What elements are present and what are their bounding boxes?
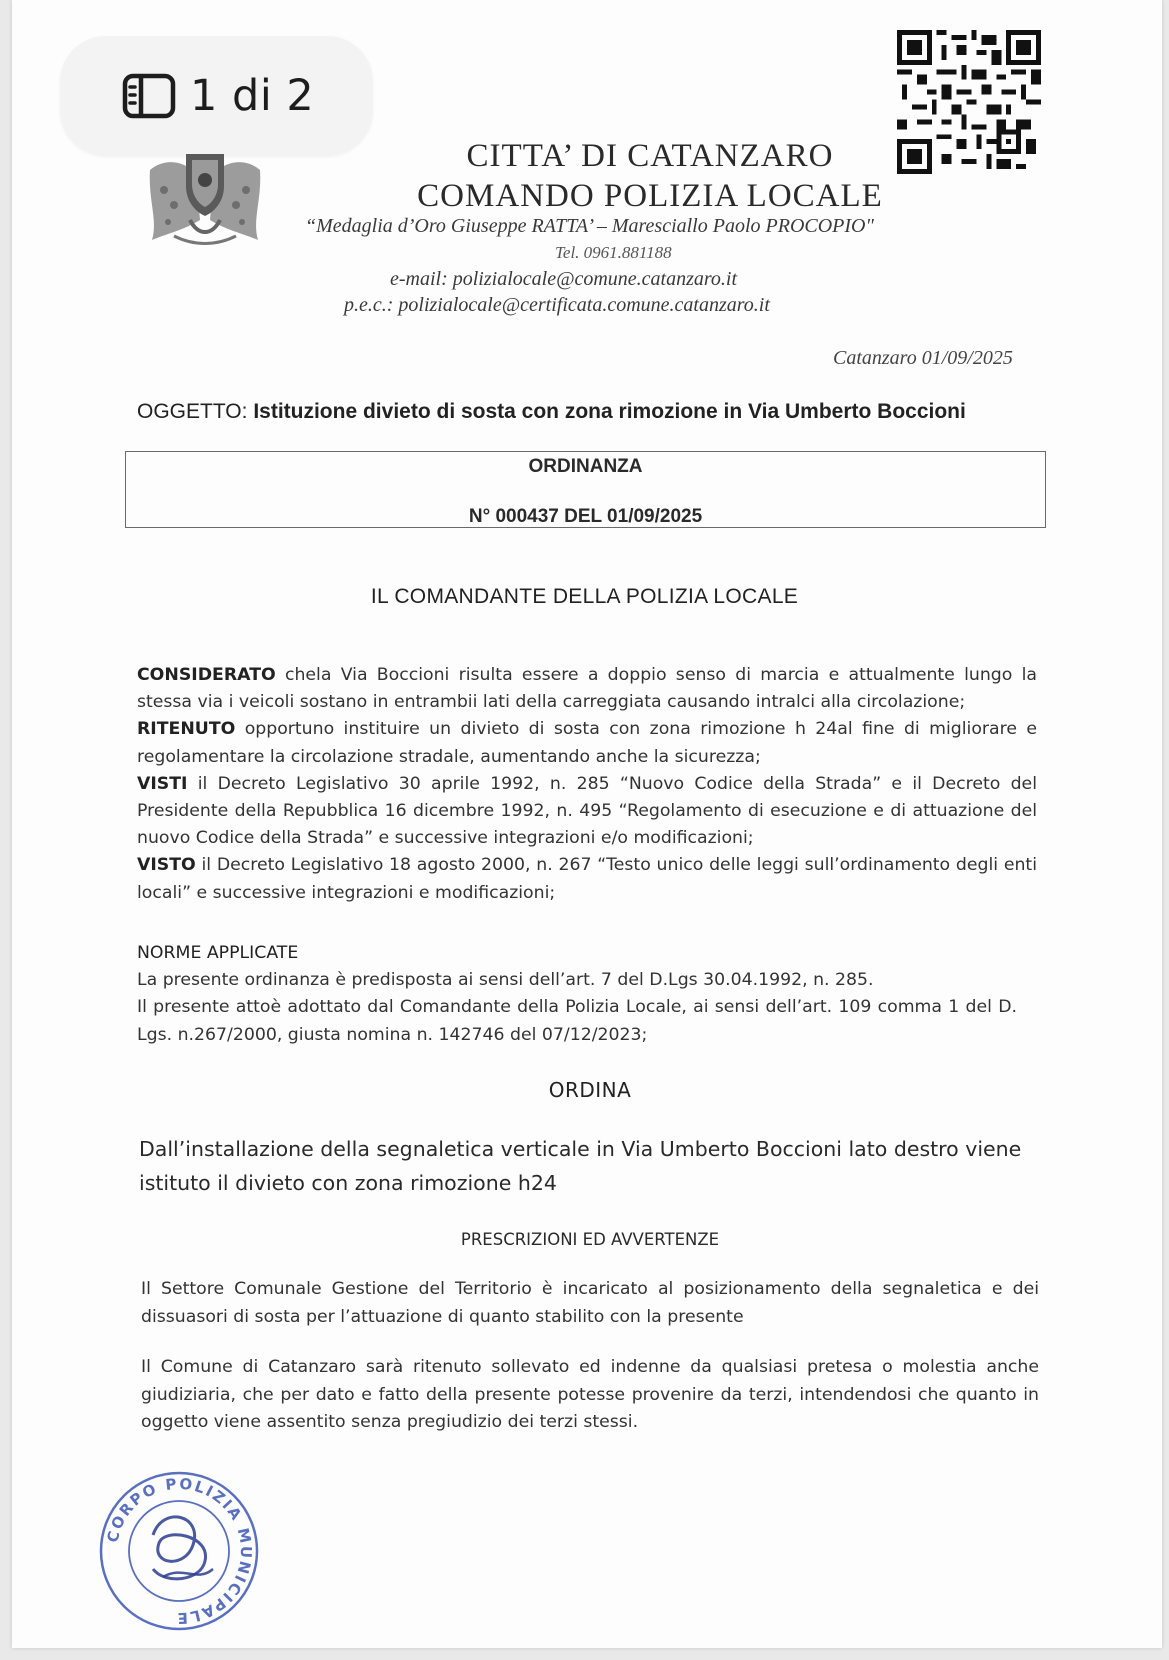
ordina-heading: ORDINA bbox=[548, 1078, 632, 1102]
subject-line bbox=[137, 400, 966, 424]
prescription-paragraph: Il Settore Comunale Gestione del Territorio è incaricato al posizionamento della segnaletica e dei dissuasori di sosta per l’attuazione di quanto stabilito con la presente bbox=[141, 1279, 1039, 1327]
document-date: Catanzaro 01/09/2025 bbox=[833, 347, 1013, 369]
telephone: Tel. 0961.881188 bbox=[555, 243, 672, 262]
norms-line: La presente ordinanza è predisposta ai sensi dell’art. 7 del D.Lgs 30.04.1992, n. 285. bbox=[137, 970, 874, 991]
premise-text: il Decreto Legislativo 18 agosto 2000, n. 267 “Testo unico delle leggi sull’ordinamento degli enti locali” e successive integrazioni e modificazioni; bbox=[137, 855, 1037, 903]
premise-text: il Decreto Legislativo 30 aprile 1992, n. 285 “Nuovo Codice della Strada” e il Decreto del Presidente della Repubblica 16 dicembre 1992, n. 495 “Regolamento di esecuzione e di attuazione del nuovo Codice della Strada” e successive integrazioni e/o modificazioni; bbox=[137, 773, 1037, 849]
provision-text: Dall’installazione della segnaletica verticale in Via Umberto Boccioni lato destro viene istituto il divieto con zona rimozione h24 bbox=[139, 1137, 1022, 1195]
premise-text: opportuno instituire un divieto di sosta con zona rimozione h 24al fine di migliorare e regolamentare la circolazione stradale, aumentando anche la sicurezza; bbox=[137, 719, 1037, 767]
premises-section bbox=[137, 662, 1037, 907]
official-stamp-icon bbox=[93, 1465, 265, 1637]
city-name: CITTA’ DI CATANZARO bbox=[466, 138, 834, 174]
subject-text: Istituzione divieto di sosta con zona rimozione in Via Umberto Boccioni bbox=[253, 400, 966, 423]
premise-paragraph bbox=[137, 716, 1037, 770]
premise-paragraph bbox=[137, 662, 1037, 716]
page-indicator-label: 1 di 2 bbox=[190, 71, 315, 121]
premise-text: chela Via Boccioni risulta essere a doppio senso di marcia e attualmente lungo la stessa via i veicoli sostano in entrambii lati della carreggiata causando intralci alla circolazione; bbox=[137, 665, 1037, 713]
sidebar-pages-icon bbox=[122, 73, 176, 119]
dedication-line: “Medaglia d’Oro Giuseppe RATTA’ – Maresciallo Paolo PROCOPIO" bbox=[305, 215, 874, 237]
premise-paragraph bbox=[137, 852, 1037, 906]
issuer-heading: IL COMANDANTE DELLA POLIZIA LOCALE bbox=[370, 585, 799, 608]
ordinance-number: N° 000437 DEL 01/09/2025 bbox=[468, 506, 703, 527]
svg-text:CORPO POLIZIA MUNICIPALE bbox=[104, 1475, 256, 1628]
norms-title: NORME APPLICATE bbox=[137, 943, 299, 963]
premise-keyword: VISTO bbox=[137, 855, 196, 876]
norms-line: Il presente attoè adottato dal Comandante della Polizia Locale, ai sensi dell’art. 109 comma 1 del D. Lgs. n.267/2000, giusta nomina n. 142746 del 07/12/2023; bbox=[137, 997, 1017, 1045]
subject-label: OGGETTO: bbox=[137, 400, 248, 423]
city-crest-icon bbox=[144, 150, 266, 250]
prescriptions-heading: PRESCRIZIONI ED AVVERTENZE bbox=[460, 1230, 720, 1249]
department-name: COMANDO POLIZIA LOCALE bbox=[417, 178, 883, 214]
stamp-text: CORPO POLIZIA MUNICIPALE bbox=[103, 1474, 256, 1628]
norms-section bbox=[137, 940, 1017, 1049]
prescription-paragraph: Il Comune di Catanzaro sarà ritenuto sollevato ed indenne da qualsiasi pretesa o molestia anche giudiziaria, che per dato e fatto della presente potesse provenire da terzi, intendendosi che quanto in oggetto viene assentito senza pregiudizio dei terzi stessi. bbox=[141, 1357, 1039, 1432]
ordinance-box bbox=[125, 451, 1046, 528]
pec-address: p.e.c.: polizialocale@certificata.comune.catanzaro.it bbox=[344, 294, 770, 316]
premise-keyword: RITENUTO bbox=[137, 719, 236, 740]
email-address: e-mail: polizialocale@comune.catanzaro.it bbox=[390, 268, 738, 290]
premise-keyword: CONSIDERATO bbox=[137, 665, 276, 685]
ordinance-title: ORDINANZA bbox=[528, 456, 643, 477]
premise-keyword: VISTI bbox=[137, 773, 188, 794]
premise-paragraph bbox=[137, 771, 1037, 853]
